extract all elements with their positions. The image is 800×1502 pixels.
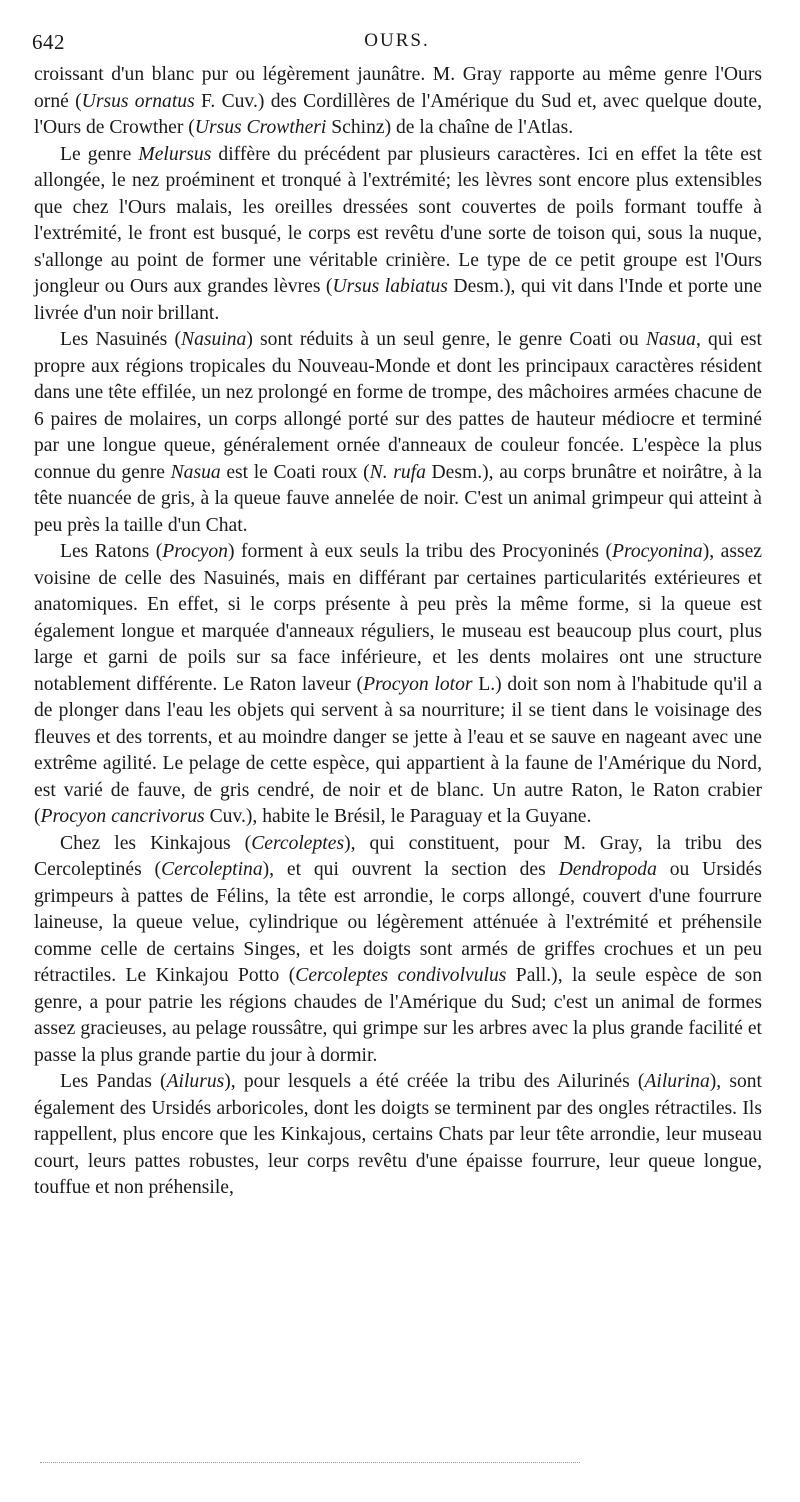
text-run: ), qui constituent, pour M. Gray, la tribu des Cercoleptinés ( <box>34 832 762 880</box>
text-run: L.) doit son nom à l'habitude qu'il a de plonger dans l'eau les objets qui servent à sa nourriture; il se tient dans le voisinage des fleuves et des torrents, et au moindre danger se jette à l'eau et se sauve en nageant avec une extrême agilité. Le pelage de cette espèce, qui appartient à la faune de l'Amérique du Nord, est varié de fauve, de gris cendré, de noir et de blanc. Un autre Raton, le Raton crabier ( <box>34 673 763 827</box>
italic-term: Ailurus <box>166 1071 225 1092</box>
text-run: Les Pandas ( <box>60 1071 167 1092</box>
italic-term: Cercoleptes <box>251 832 345 854</box>
italic-term: Nasua <box>170 461 221 483</box>
page-header <box>32 30 762 60</box>
italic-term: Ursus ornatus <box>81 90 195 112</box>
italic-term: Nasuina <box>181 329 247 350</box>
text-run: Le genre <box>60 143 139 165</box>
italic-term: Procyon cancrivorus <box>40 806 205 827</box>
italic-term: Dendropoda <box>558 859 657 880</box>
italic-term: Melursus <box>138 143 212 165</box>
paragraph-pandas <box>34 1069 762 1202</box>
text-run: Les Ratons ( <box>60 541 163 562</box>
text-run: , qui est propre aux régions tropicales du Nouveau-Monde et dont les principaux caractères résident dans une tête effilée, un nez prolongé en forme de trompe, des mâchoires armées chacune de 6 paires de molaires, un corps allongé porté sur des pattes de hauteur médiocre et terminé par une longue queue, généralement ornée d'anneaux de couleur foncée. L'espèce la plus connue du genre <box>34 329 763 483</box>
paragraph-ratons <box>34 539 762 831</box>
text-run: Chez les Kinkajous ( <box>60 832 252 854</box>
text-run: Desm.), au corps brunâtre et noirâtre, à la tête nuancée de gris, à la queue fauve annelée de noir. C'est un animal grimpeur qui atteint à peu près la taille d'un Chat. <box>34 461 762 536</box>
italic-term: Procyon lotor <box>363 673 473 695</box>
paragraph-continuation <box>34 62 762 142</box>
text-run: ) sont réduits à un seul genre, le genre Coati ou <box>246 329 646 350</box>
paragraph-kinkajous <box>34 831 762 1070</box>
text-run: Pall.), la seule espèce de son genre, a pour patrie les régions chaudes de l'Amérique du Sud; c'est un animal de formes assez gracieuses, au pelage roussâtre, qui grimpe sur les arbres avec la plus grande facilité et passe la plus grande partie du jour à dormir. <box>34 965 762 1066</box>
running-head: OURS. <box>364 30 430 51</box>
italic-term: Ailurina <box>644 1071 710 1092</box>
italic-term: Procyonina <box>612 541 703 562</box>
footer-dotted-rule <box>40 1462 580 1463</box>
text-run: ) forment à eux seuls la tribu des Procyoninés ( <box>227 541 613 562</box>
page-number: 642 <box>32 30 65 54</box>
text-run: diffère du précédent par plusieurs caractères. Ici en effet la tête est allongée, le nez proéminent et tronqué à l'extrémité; les lèvres sont encore plus extensibles que chez l'Ours malais, les oreilles dressées sont couvertes de poils formant touffe à l'extrémité, le front est busqué, le corps est revêtu d'une sorte de toison qui, sous la nuque, s'allonge au point de former une véritable crinière. Le type de ce petit groupe est l'Ours jongleur ou Ours aux grandes lèvres ( <box>34 143 762 297</box>
text-run: Cuv.), habite le Brésil, le Paraguay et la Guyane. <box>204 806 592 827</box>
text-run: ), et qui ouvrent la section des <box>262 859 559 880</box>
italic-term: N. rufa <box>369 461 426 483</box>
text-run: Les Nasuinés ( <box>60 329 182 350</box>
text-run: F. Cuv.) des Cordillères de l'Amérique du Sud et, avec quelque doute, l'Ours de Crowther ( <box>34 90 763 138</box>
text-run: Schinz) de la chaîne de l'Atlas. <box>326 117 574 138</box>
text-run: croissant d'un blanc pur ou légèrement jaunâtre. M. Gray rapporte au même genre l'Ours orné ( <box>34 64 762 112</box>
text-run: ), assez voisine de celle des Nasuinés, mais en différant par certaines particularités extérieures et anatomiques. En effet, si le corps présente à peu près la même forme, si la queue est également longue et marquée d'anneaux réguliers, le museau est beaucoup plus court, plus large et garni de poils sur sa face inférieure, et les dents molaires ont une structure notablement différente. Le Raton laveur ( <box>34 541 763 695</box>
text-run: Desm.), qui vit dans l'Inde et porte une livrée d'un noir brillant. <box>34 276 763 324</box>
italic-term: Cercoleptes condivolvulus <box>295 965 507 986</box>
paragraph-nasuines <box>34 327 762 539</box>
italic-term: Ursus Crowtheri <box>194 117 327 138</box>
text-run: ), pour lesquels a été créée la tribu des Ailurinés ( <box>224 1071 645 1092</box>
italic-term: Ursus labiatus <box>332 276 448 297</box>
italic-term: Procyon <box>162 541 228 562</box>
text-run: ou Ursidés grimpeurs à pattes de Félins, la tête est arrondie, le corps allongé, couvert d'une fourrure laineuse, la queue velue, cylindrique ou légèrement atténuée à l'extrémité et préhensile comme celle de certains Singes, et les doigts sont armés de griffes crochues et un peu rétractiles. Le Kinkajou Potto ( <box>34 859 762 986</box>
text-run: est le Coati roux ( <box>220 461 370 483</box>
paragraph-melursus <box>34 142 762 328</box>
text-run: ), sont également des Ursidés arboricoles, dont les doigts se terminent par des ongles rétractiles. Ils rappellent, plus encore que les Kinkajous, certains Chats par leur tête arrondie, leur museau court, leurs pattes robustes, leur corps revêtu d'une épaisse fourrure, leur queue longue, touffue et non préhensile, <box>34 1071 762 1198</box>
italic-term: Cercoleptina <box>161 859 263 880</box>
italic-term: Nasua <box>645 329 696 350</box>
body-text <box>34 62 762 1202</box>
